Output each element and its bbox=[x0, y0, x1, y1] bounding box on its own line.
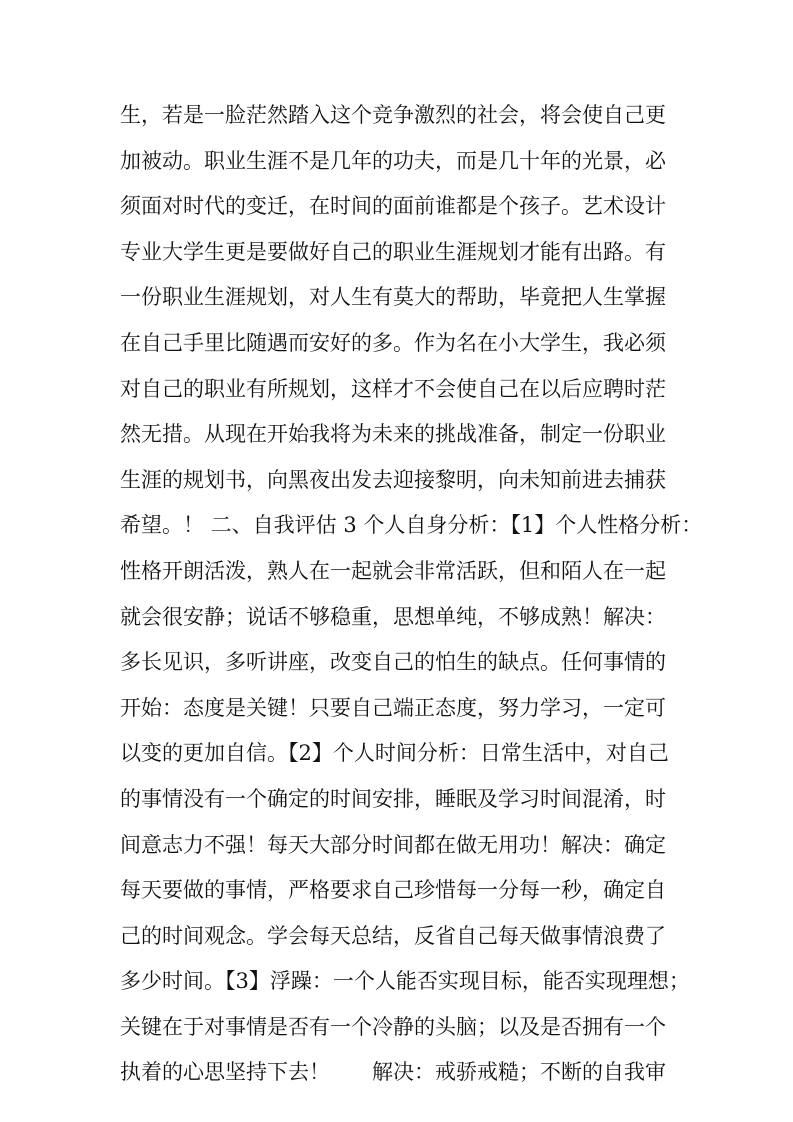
text-line: 每天要做的事情，严格要求自己珍惜每一分每一秒，确定自 bbox=[120, 878, 666, 903]
text-line: 一份职业生涯规划，对人生有莫大的帮助，毕竟把人生掌握 bbox=[120, 285, 666, 310]
text-line: 关键在于对事情是否有一个冷静的头脑；以及是否拥有一个 bbox=[120, 1014, 666, 1039]
text-line: 生，若是一脸茫然踏入这个竞争激烈的社会，将会使自己更 bbox=[120, 103, 666, 127]
text-line: 须面对时代的变迁，在时间的面前谁都是个孩子。艺术设计 bbox=[120, 194, 666, 219]
text-line: 执着的心思坚持下去！ 解决：戒骄戒糙；不断的自我审 bbox=[120, 1060, 666, 1085]
text-line: 的事情没有一个确定的时间安排，睡眠及学习时间混淆，时 bbox=[120, 786, 666, 811]
text-line: 生涯的规划书，向黑夜出发去迎接黎明，向未知前进去捕获 bbox=[120, 467, 666, 492]
text-line: 开始：态度是关键！只要自己端正态度，努力学习，一定可 bbox=[120, 695, 666, 720]
text-line: 以变的更加自信。【2】个人时间分析：日常生活中，对自己 bbox=[120, 741, 669, 766]
text-line: 加被动。职业生涯不是几年的功夫，而是几十年的光景，必 bbox=[120, 148, 666, 173]
text-line: 就会很安静；说话不够稳重，思想单纯，不够成熟！解决： bbox=[120, 604, 666, 629]
text-line: 己的时间观念。学会每天总结，反省自己每天做事情浪费了 bbox=[120, 923, 666, 948]
text-line: 多少时间。【3】浮躁：一个人能否实现目标，能否实现理想； bbox=[120, 969, 690, 994]
body-text bbox=[120, 93, 703, 1096]
text-line: 在自己手里比随遇而安好的多。作为名在小大学生，我必须 bbox=[120, 330, 666, 355]
text-line: 然无措。从现在开始我将为未来的挑战准备，制定一份职业 bbox=[120, 422, 666, 447]
text-line: 性格开朗活泼，熟人在一起就会非常活跃，但和陌人在一起 bbox=[120, 558, 666, 583]
text-line: 对自己的职业有所规划，这样才不会使自己在以后应聘时茫 bbox=[120, 376, 666, 401]
text-line: 间意志力不强！每天大部分时间都在做无用功！解决：确定 bbox=[120, 832, 666, 857]
text-line: 多长见识，多听讲座，改变自己的怕生的缺点。任何事情的 bbox=[120, 650, 666, 675]
text-line: 希望。！ 二、自我评估 3 个人自身分析：【1】个人性格分析： bbox=[120, 513, 703, 538]
text-line: 专业大学生更是要做好自己的职业生涯规划才能有出路。有 bbox=[120, 239, 666, 264]
